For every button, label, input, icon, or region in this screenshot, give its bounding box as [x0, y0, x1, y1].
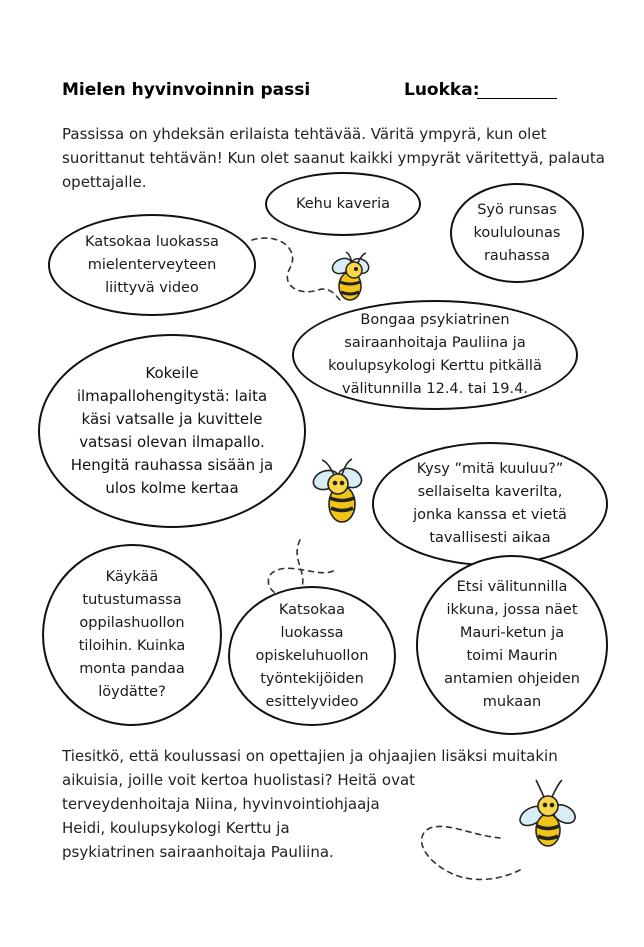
- task-text: Katsokaa luokassa mielenterveyteen liittyvä video: [85, 233, 219, 296]
- task-bubble-praise-friend[interactable]: [265, 172, 421, 236]
- bee-icon: [330, 252, 371, 300]
- task-bubble-mauri-fox-window[interactable]: [416, 555, 608, 735]
- task-bubble-spot-staff[interactable]: [292, 300, 578, 410]
- footer-line: aikuisia, joille voit kertoa huolistasi? Heitä ovat: [62, 771, 416, 789]
- task-text: Kokeile ilmapallohengitystä: laita käsi vatsalle ja kuvittele vatsasi olevan ilmapallo. Hengitä rauhassa sisään ja ulos kolme kertaa: [70, 364, 274, 497]
- task-bubble-school-lunch[interactable]: [450, 183, 584, 283]
- task-text: Syö runsas koululounas rauhassa: [473, 201, 561, 264]
- task-bubble-balloon-breathing[interactable]: [38, 334, 306, 528]
- task-bubble-ask-how-are-you[interactable]: [372, 442, 608, 566]
- task-bubble-staff-intro-video[interactable]: [228, 586, 396, 726]
- footer-line: Tiesitkö, että koulussasi on opettajien ja ohjaajien lisäksi muitakin: [62, 747, 558, 765]
- task-text: Kysy ”mitä kuuluu?” sellaiselta kaverilta, jonka kanssa et vietä tavallisesti aikaa: [413, 461, 567, 546]
- footer-line: psykiatrinen sairaanhoitaja Pauliina.: [62, 843, 334, 861]
- class-answer-line: [477, 98, 557, 99]
- task-bubble-visit-care-rooms[interactable]: [42, 544, 222, 726]
- footer-text: [62, 744, 582, 864]
- task-bubble-mental-health-video[interactable]: [48, 214, 256, 316]
- footer-line: terveydenhoitaja Niina, hyvinvointiohjaaja: [62, 795, 380, 813]
- task-text: Käykää tutustumassa oppilashuollon tiloihin. Kuinka monta pandaa löydätte?: [78, 569, 186, 700]
- class-label: Luokka:: [404, 80, 480, 100]
- intro-text: Passissa on yhdeksän erilaista tehtävää. Väritä ympyrä, kun olet suorittanut tehtävän! Kun olet saanut kaikki ympyrät väritettyä, palauta opettajalle.: [62, 125, 605, 191]
- task-text: Etsi välitunnilla ikkuna, jossa näet Mauri-ketun ja toimi Maurin antamien ohjeiden mukaan: [444, 579, 580, 710]
- task-text: Bongaa psykiatrinen sairaanhoitaja Pauliina ja koulupsykologi Kerttu pitkällä välitunnilla 12.4. tai 19.4.: [328, 312, 542, 397]
- task-text: Katsokaa luokassa opiskeluhuollon työntekijöiden esittelyvideo: [255, 601, 369, 710]
- footer-line: Heidi, koulupsykologi Kerttu ja: [62, 819, 290, 837]
- task-text: Kehu kaveria: [295, 195, 391, 212]
- page-title: Mielen hyvinvoinnin passi: [62, 80, 311, 100]
- bee-icon: [311, 459, 365, 522]
- flight-path-1: [252, 238, 340, 300]
